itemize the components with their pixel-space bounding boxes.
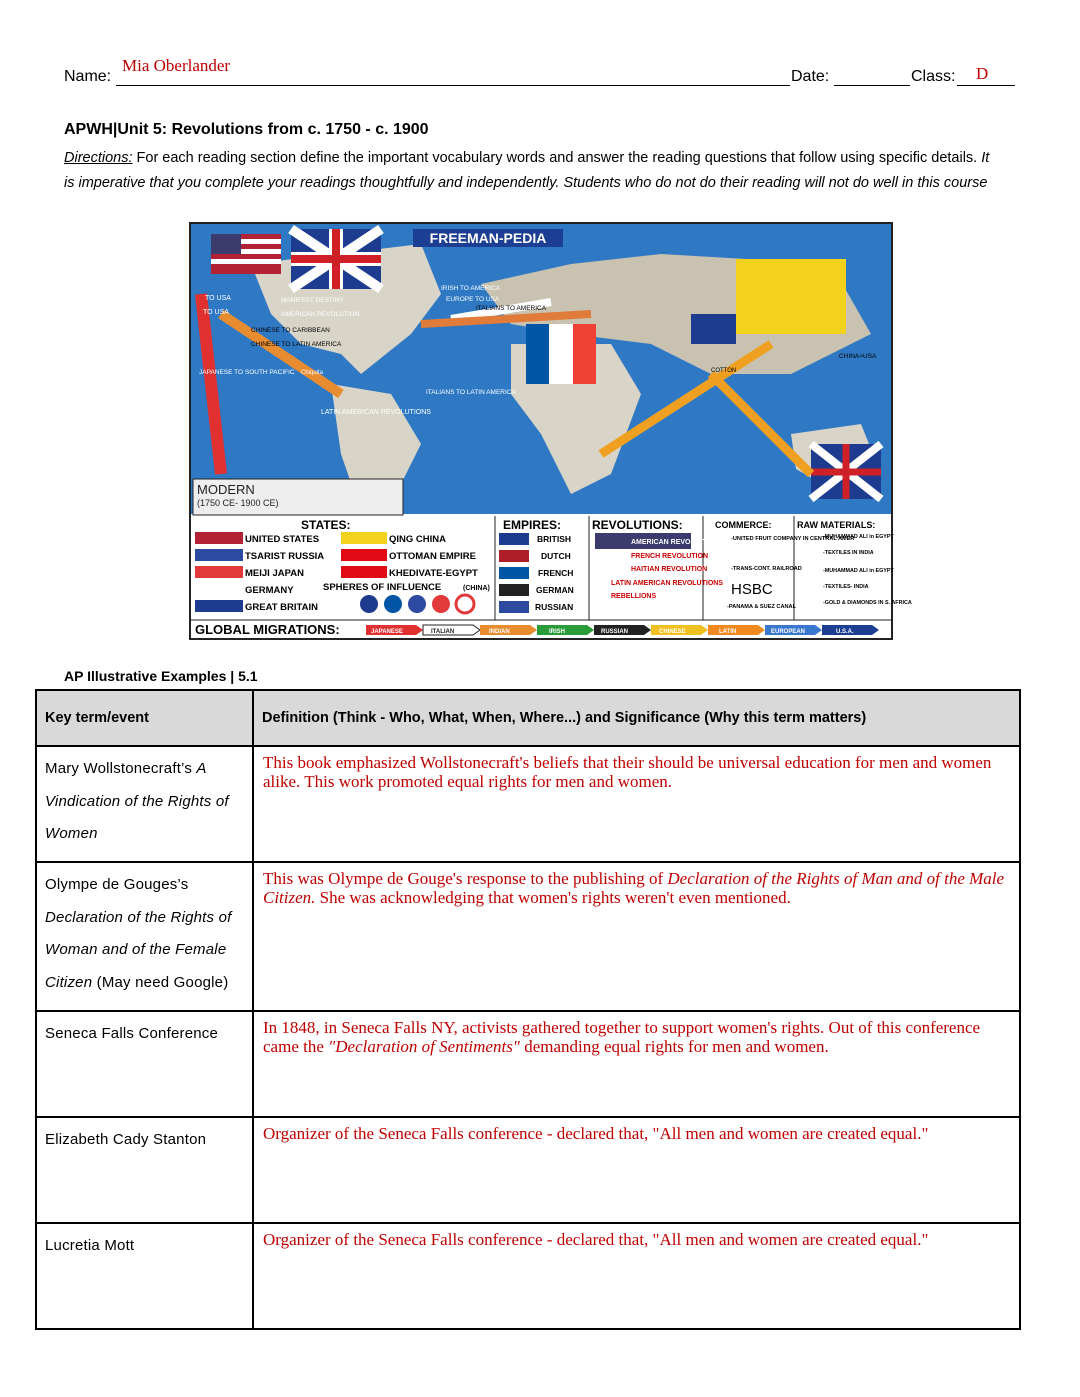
raw-3: -MUHAMMAD ALI in EGYPT <box>823 568 894 574</box>
map-label-japanese-pacific: JAPANESE TO SOUTH PACIFIC <box>199 369 295 376</box>
map-label-american-revolution: AMERICAN REVOLUTION <box>281 311 360 318</box>
raw-1: -MUHAMMAD ALI in EGYPT <box>823 534 894 540</box>
definition-text: Organizer of the Seneca Falls conference - declared that, "All men and women are created equal." <box>263 1124 929 1143</box>
directions-lead: Directions: <box>64 150 133 166</box>
legend-empires-title: EMPIRES: <box>503 518 562 532</box>
map-label-to-usa-2: TO USA <box>203 309 229 316</box>
class-label: Class: <box>911 68 956 85</box>
definition-text-end: demanding equal rights for men and women. <box>519 1037 829 1056</box>
definition-text: Organizer of the Seneca Falls conference - declared that, "All men and women are created equal." <box>263 1230 929 1249</box>
term-italic: Declaration of the Rights of Woman and of the Female Citizen <box>45 908 232 991</box>
raw-2: -TEXTILES IN INDIA <box>823 550 874 556</box>
definition-text: This was Olympe de Gouge's response to the publishing of <box>263 869 668 888</box>
map-label-italians-latin-america: ITALIANS TO LATIN AMERICA <box>426 389 516 396</box>
commerce-canals: -PANAMA & SUEZ CANAL <box>727 604 796 610</box>
term-text: Olympe de Gouges’s <box>45 876 189 893</box>
flag-india-british <box>691 314 736 344</box>
date-field[interactable] <box>834 63 910 86</box>
term-cell <box>36 862 253 1011</box>
legend-commerce-title: COMMERCE: <box>715 520 772 530</box>
definition-text: This book emphasized Wollstonecraft's beliefs that their should be universal education for men and women alike. This work promoted equal rights for men and women. <box>263 753 992 791</box>
term-cell <box>36 1011 253 1117</box>
directions-italic: It is imperative that you complete your readings thoughtfully and independently. Students who do not do their reading will not do well in this course <box>64 150 990 191</box>
map-label-chiquita: Chiquita <box>301 370 324 376</box>
definition-cell[interactable] <box>253 1223 1020 1329</box>
term-text: Lucretia Mott <box>45 1237 135 1254</box>
table-row <box>36 746 1020 862</box>
unit-title: APWH|Unit 5: Revolutions from c. 1750 - c. 1900 <box>64 121 429 138</box>
poster-era-dates: (1750 CE- 1900 CE) <box>197 498 279 508</box>
commerce-hsbc: HSBC <box>731 581 773 598</box>
empire-british: BRITISH <box>537 534 571 544</box>
state-egypt: KHEDIVATE-EGYPT <box>389 568 478 579</box>
poster-banner: FREEMAN-PEDIA <box>429 230 547 246</box>
spheres-of-influence: SPHERES OF INFLUENCE <box>323 582 442 593</box>
freeman-pedia-map-poster <box>189 222 912 640</box>
name-value: Mia Oberlander <box>122 56 231 75</box>
table-header-row <box>36 690 1020 746</box>
table-row <box>36 1223 1020 1329</box>
migration-japanese: JAPANESE <box>371 629 403 635</box>
term-text: Seneca Falls Conference <box>45 1025 219 1042</box>
raw-4: -TEXTILES- INDIA <box>823 584 869 590</box>
directions <box>64 146 994 195</box>
flag-qing-china <box>736 259 846 334</box>
migration-latin: LATIN <box>719 629 737 635</box>
map-label-chinese-latin-america: CHINESE TO LATIN AMERICA <box>251 341 342 348</box>
migration-chinese: CHINESE <box>659 629 686 635</box>
state-russia: TSARIST RUSSIA <box>245 551 325 562</box>
definition-cell[interactable] <box>253 1117 1020 1223</box>
migration-russian: RUSSIAN <box>601 629 629 635</box>
map-label-china-usa: CHINA>USA <box>839 353 877 360</box>
migration-italian: ITALIAN <box>431 629 455 635</box>
map-label-europe-usa: EUROPE TO USA <box>446 296 500 303</box>
term-cell <box>36 1117 253 1223</box>
ap-examples-label: AP Illustrative Examples | 5.1 <box>64 668 258 684</box>
raw-5: -GOLD & DIAMONDS IN S. AFRICA <box>823 600 912 606</box>
table-row <box>36 1011 1020 1117</box>
state-qing: QING CHINA <box>389 534 446 545</box>
col-header-definition: Definition (Think - Who, What, When, Where...) and Significance (Why this term matters) <box>253 690 1020 746</box>
legend-migrations-title: GLOBAL MIGRATIONS: <box>195 622 340 637</box>
definition-cell[interactable] <box>253 862 1020 1011</box>
legend-raw-materials-title: RAW MATERIALS: <box>797 520 876 530</box>
map-label-latin-american-revolutions: LATIN AMERICAN REVOLUTIONS <box>321 409 431 416</box>
state-germany: GERMANY <box>245 585 294 596</box>
migration-european: EUROPEAN <box>771 629 806 635</box>
term-suffix: (May need Google) <box>92 973 229 991</box>
empire-german: GERMAN <box>536 585 574 595</box>
term-cell <box>36 746 253 862</box>
rev-american: AMERICAN REVOLUTION <box>631 539 717 546</box>
rev-haitian: HAITIAN REVOLUTION <box>631 566 708 573</box>
empire-french: FRENCH <box>538 568 574 578</box>
map-label-irish: IRISH TO AMERICA <box>441 285 500 292</box>
definition-italic: "Declaration of Sentiments" <box>328 1037 520 1056</box>
commerce-united-fruit: -UNITED FRUIT COMPANY IN CENTRAL AMER <box>731 536 855 542</box>
spheres-note: (CHINA) <box>463 585 490 592</box>
commerce-railroad: -TRANS-CONT. RAILROAD <box>731 566 802 572</box>
term-italic: A Vindication of the Rights of Women <box>45 760 229 842</box>
empire-russian: RUSSIAN <box>535 602 574 612</box>
migration-indian: INDIAN <box>489 629 510 635</box>
definition-cell[interactable] <box>253 1011 1020 1117</box>
state-japan: MEIJI JAPAN <box>245 568 304 579</box>
empire-dutch: DUTCH <box>541 551 571 561</box>
table-row <box>36 1117 1020 1223</box>
poster-era-title: MODERN <box>197 482 255 497</box>
map-label-to-usa-1: TO USA <box>205 295 231 302</box>
term-text: Elizabeth Cady Stanton <box>45 1131 207 1148</box>
date-label: Date: <box>791 68 830 85</box>
table-row <box>36 862 1020 1011</box>
state-britain: GREAT BRITAIN <box>245 602 319 613</box>
state-usa: UNITED STATES <box>245 534 320 545</box>
student-header <box>64 58 1016 88</box>
definition-text: In 1848, in Seneca Falls NY, activists gathered together to support women's rights. Out of this conference came the <box>263 1018 981 1056</box>
legend-revolutions-title: REVOLUTIONS: <box>592 518 683 532</box>
state-ottoman: OTTOMAN EMPIRE <box>389 551 476 562</box>
term-text: Mary Wollstonecraft’s <box>45 760 197 777</box>
definition-italic: Declaration of the Rights of Man and of the Male Citizen. <box>263 869 1005 907</box>
migration-usa: U.S.A. <box>836 629 854 635</box>
rev-french: FRENCH REVOLUTION <box>631 553 708 560</box>
map-label-italians: ITALIANS TO AMERICA <box>476 305 547 312</box>
col-header-term: Key term/event <box>36 690 253 746</box>
rev-latin-american: LATIN AMERICAN REVOLUTIONS <box>611 580 723 587</box>
map-label-chinese-caribbean: CHINESE TO CARIBBEAN <box>251 327 330 334</box>
vocabulary-table <box>35 689 1021 1330</box>
name-label: Name: <box>64 68 112 85</box>
map-label-manifest-destiny: MANIFEST DESTINY <box>281 297 344 304</box>
migration-irish: IRISH <box>549 629 566 635</box>
definition-cell[interactable] <box>253 746 1020 862</box>
map-label-cotton: COTTON <box>711 368 737 374</box>
legend-states-title: STATES: <box>301 518 351 532</box>
class-value: D <box>976 64 989 83</box>
directions-text: For each reading section define the important vocabulary words and answer the reading questions that follow using specific details. <box>132 150 982 166</box>
term-cell <box>36 1223 253 1329</box>
definition-text-end: She was acknowledging that women's rights weren't even mentioned. <box>315 888 791 907</box>
rev-rebellions: REBELLIONS <box>611 593 657 600</box>
